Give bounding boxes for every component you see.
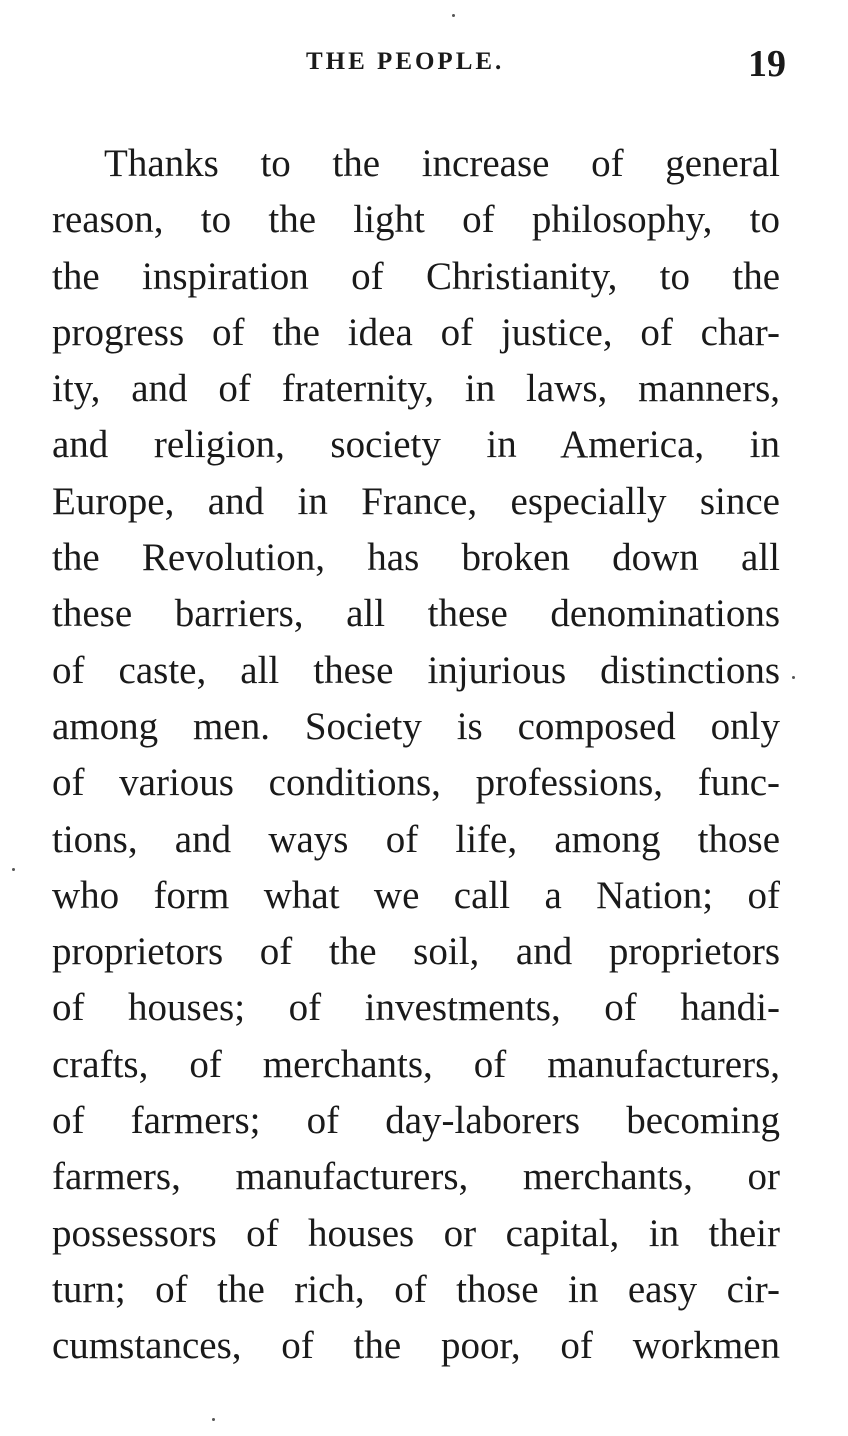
text-line: tions, and ways of life, among those: [52, 817, 780, 861]
text-line: of farmers; of day-laborers becoming: [52, 1099, 780, 1143]
text-line: ity, and of fraternity, in laws, manners,: [52, 367, 780, 411]
text-line: these barriers, all these denominations: [52, 592, 780, 636]
text-line: of various conditions, professions, func-: [52, 761, 780, 805]
running-title: THE PEOPLE.: [306, 48, 505, 75]
page-number: 19: [748, 43, 786, 85]
text-line: and religion, society in America, in: [52, 423, 780, 467]
text-line: Thanks to the increase of general: [104, 142, 780, 185]
text-line: farmers, manufacturers, merchants, or: [52, 1155, 780, 1199]
text-line: turn; of the rich, of those in easy cir-: [52, 1267, 780, 1311]
text-line: possessors of houses or capital, in their: [52, 1211, 780, 1255]
text-line: cumstances, of the poor, of workmen: [52, 1324, 780, 1368]
text-line: proprietors of the soil, and proprietors: [52, 930, 780, 974]
text-line: of caste, all these injurious distinctions: [52, 648, 780, 692]
paper-speck: [792, 676, 795, 679]
paper-speck: [452, 14, 455, 17]
text-line: Europe, and in France, especially since: [52, 479, 780, 523]
text-line: among men. Society is composed only: [52, 704, 780, 748]
text-line: crafts, of merchants, of manufacturers,: [52, 1042, 780, 1086]
running-head: [0, 44, 848, 84]
paper-speck: [12, 868, 15, 871]
text-line: the inspiration of Christianity, to the: [52, 254, 780, 298]
paper-speck: [212, 1418, 215, 1421]
text-line: progress of the idea of justice, of char-: [52, 310, 780, 354]
text-line: the Revolution, has broken down all: [52, 536, 780, 580]
text-line: who form what we call a Nation; of: [52, 873, 780, 917]
text-line: of houses; of investments, of handi-: [52, 986, 780, 1030]
body-paragraph: [52, 136, 780, 1375]
text-line: reason, to the light of philosophy, to: [52, 198, 780, 242]
